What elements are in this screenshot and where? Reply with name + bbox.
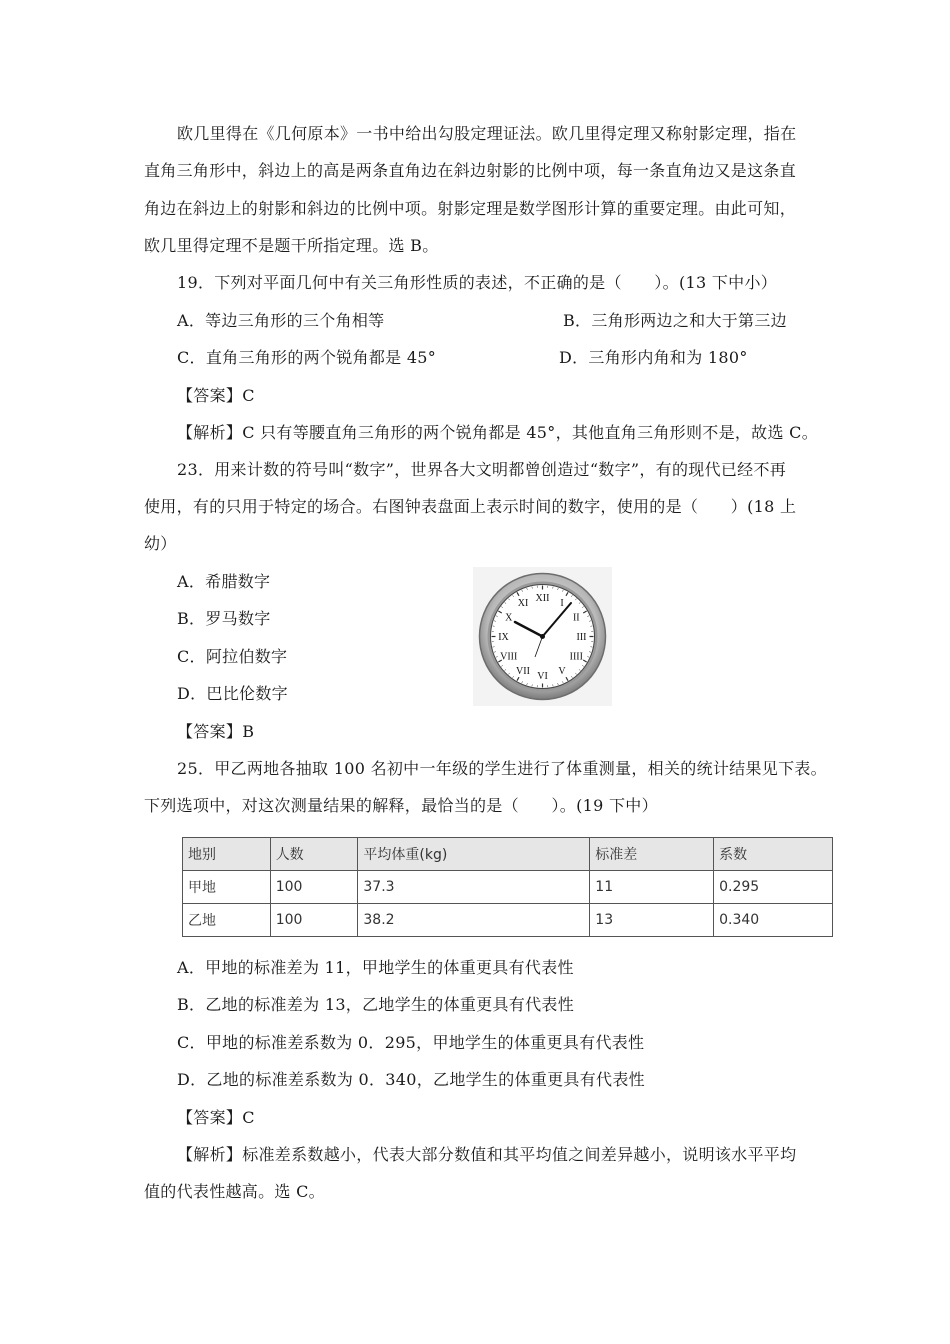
clock-svg <box>473 567 612 706</box>
q19-explanation: 【解析】C 只有等腰直角三角形的两个锐角都是 45°，其他直角三角形则不是，故选 C。 <box>177 423 819 442</box>
q23-option-d: D．巴比伦数字 <box>177 684 288 703</box>
clock-numeral: VIII <box>500 651 518 663</box>
question-23-line: 使用，有的只用于特定的场合。右图钟表盘面上表示时间的数字，使用的是（ ）(18 上 <box>144 497 797 516</box>
q23-option-a: A．希腊数字 <box>177 572 271 591</box>
question-19: 19．下列对平面几何中有关三角形性质的表述，不正确的是（ ）。(13 下中小） <box>177 273 778 292</box>
q23-option-c: C．阿拉伯数字 <box>177 647 288 666</box>
table-header-cell: 系数 <box>714 838 833 871</box>
q23-option-b: B．罗马数字 <box>177 609 271 628</box>
q23-answer: 【答案】B <box>177 722 255 741</box>
clock-image <box>473 567 612 706</box>
clock-numeral: VII <box>516 665 530 677</box>
table-cell: 38.2 <box>358 904 590 937</box>
q25-explanation-line: 值的代表性越高。选 C。 <box>144 1182 325 1201</box>
table-row <box>183 904 833 937</box>
table-header-cell: 地别 <box>183 838 271 871</box>
question-25-line: 下列选项中，对这次测量结果的解释，最恰当的是（ ）。(19 下中） <box>144 796 658 815</box>
q25-option-d: D．乙地的标准差系数为 0．340，乙地学生的体重更具有代表性 <box>177 1070 645 1089</box>
table-cell: 0.340 <box>714 904 833 937</box>
table-row <box>183 871 833 904</box>
q19-option-a: A．等边三角形的三个角相等 <box>177 311 385 330</box>
clock-numeral: XII <box>535 593 550 604</box>
q25-option-c: C．甲地的标准差系数为 0．295，甲地学生的体重更具有代表性 <box>177 1033 645 1052</box>
clock-numeral: IIII <box>569 651 583 663</box>
q19-answer: 【答案】C <box>177 386 255 405</box>
question-25-line: 25．甲乙两地各抽取 100 名初中一年级的学生进行了体重测量，相关的统计结果见下表。 <box>177 759 827 778</box>
clock-numeral: IX <box>498 632 509 643</box>
question-23-line: 幼） <box>144 534 177 553</box>
paragraph-line: 角边在斜边上的射影和斜边的比例中项。射影定理是数学图形计算的重要定理。由此可知， <box>144 199 797 218</box>
table-cell: 乙地 <box>183 904 271 937</box>
table-header-cell: 标准差 <box>590 838 714 871</box>
paragraph-line: 欧几里得在《几何原本》一书中给出勾股定理证法。欧几里得定理又称射影定理，指在 <box>177 124 797 143</box>
table-cell: 100 <box>270 904 358 937</box>
q19-option-b: B．三角形两边之和大于第三边 <box>563 311 787 330</box>
clock-numeral: VI <box>537 671 548 682</box>
table-cell: 甲地 <box>183 871 271 904</box>
table-cell: 100 <box>270 871 358 904</box>
paragraph-line: 直角三角形中，斜边上的高是两条直角边在斜边射影的比例中项，每一条直角边又是这条直 <box>144 161 797 180</box>
q19-option-d: D．三角形内角和为 180° <box>559 348 748 367</box>
table-header-cell: 平均体重(kg) <box>358 838 590 871</box>
q19-option-c: C．直角三角形的两个锐角都是 45° <box>177 348 437 367</box>
statistics-table <box>182 837 833 937</box>
paragraph-line: 欧几里得定理不是题干所指定理。选 B。 <box>144 236 439 255</box>
clock-numeral: V <box>558 665 566 677</box>
table-cell: 13 <box>590 904 714 937</box>
table-cell: 37.3 <box>358 871 590 904</box>
clock-numeral: I <box>560 598 564 610</box>
clock-numeral: III <box>576 632 587 643</box>
clock-numeral: XI <box>517 598 529 610</box>
q25-answer: 【答案】C <box>177 1108 255 1127</box>
question-23-line: 23．用来计数的符号叫“数字”，世界各大文明都曾创造过“数字”，有的现代已经不再 <box>177 460 787 479</box>
q25-option-b: B．乙地的标准差为 13，乙地学生的体重更具有代表性 <box>177 995 575 1014</box>
q25-explanation-line: 【解析】标准差系数越小，代表大部分数值和其平均值之间差异越小，说明该水平平均 <box>177 1145 797 1164</box>
clock-numeral: II <box>572 612 580 624</box>
table-header-cell: 人数 <box>270 838 358 871</box>
table-header-row <box>183 838 833 871</box>
clock-numeral: X <box>505 612 513 624</box>
table-cell: 11 <box>590 871 714 904</box>
table-cell: 0.295 <box>714 871 833 904</box>
q25-option-a: A．甲地的标准差为 11，甲地学生的体重更具有代表性 <box>177 958 574 977</box>
